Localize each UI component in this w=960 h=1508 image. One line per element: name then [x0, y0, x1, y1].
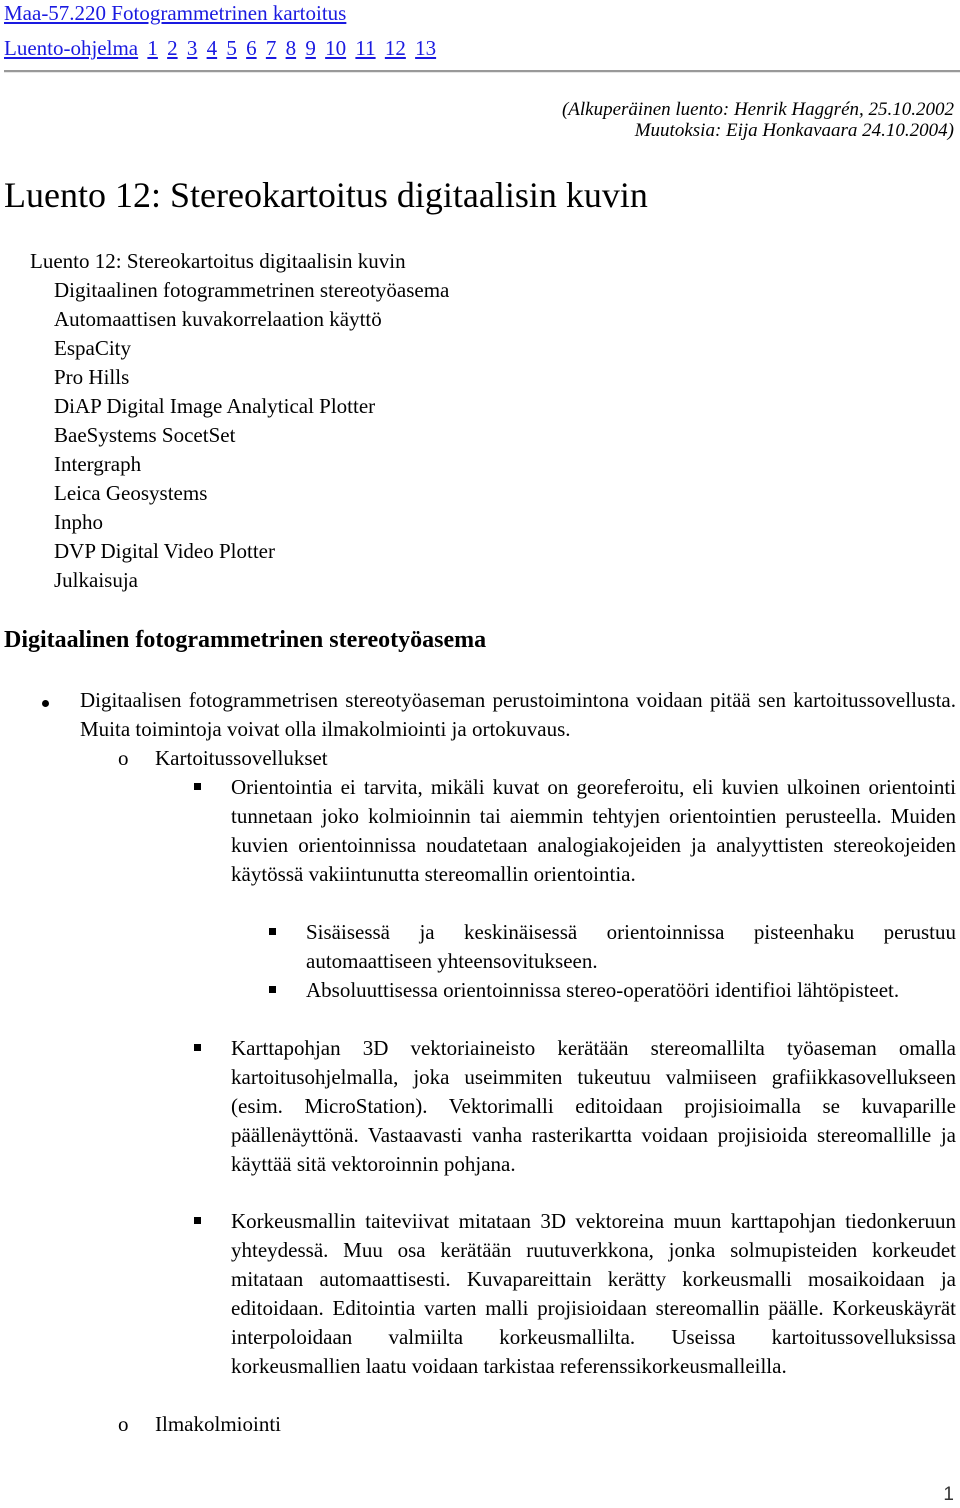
list-item: Orientointia ei tarvita, mikäli kuvat on georeferoitu, eli kuvien ulkoinen orientointi tunnetaan joko kolmioinnin tai aiemmin tehtyjen orientointien perusteella. Muiden kuvien orientoinnissa noudatetaan analogiakojeiden ja analyyttisten stereokojeiden käytössä vakiintunutta stereomallin orientointia.: [231, 775, 956, 886]
lecture-link-2[interactable]: 2: [167, 36, 178, 60]
lecture-link-12[interactable]: 12: [384, 36, 406, 60]
lecture-link-4[interactable]: 4: [206, 36, 218, 60]
square-bullet-icon: [194, 783, 201, 790]
bullet-paragraph: Digitaalisen fotogrammetrisen stereotyöaseman perustoimintona voidaan pitää sen kartoitussovellusta. Muita toimintoja voivat olla ilmakolmiointi ja ortokuvaus.: [80, 688, 956, 741]
sub-item-label: Ilmakolmiointi: [155, 1412, 281, 1436]
toc-entry: Digitaalinen fotogrammetrinen stereotyöasema: [54, 278, 450, 302]
toc-entry: BaeSystems SocetSet: [54, 423, 236, 447]
lecture-link-5[interactable]: 5: [226, 36, 237, 60]
list-item: Absoluuttisessa orientoinnissa stereo-operatööri identifioi lähtöpisteet.: [306, 978, 900, 1002]
bullet-icon: [42, 700, 49, 707]
toc-entry: Julkaisuja: [54, 568, 138, 592]
horizontal-rule: [4, 70, 960, 73]
lecture-link-11[interactable]: 11: [355, 36, 376, 60]
section-heading: Digitaalinen fotogrammetrinen stereotyöasema: [4, 627, 487, 653]
page-number: 1: [943, 1484, 954, 1505]
lecture-link-10[interactable]: 10: [325, 36, 347, 60]
lecture-link-6[interactable]: 6: [246, 36, 257, 60]
course-title-link[interactable]: Maa-57.220 Fotogrammetrinen kartoitus: [4, 1, 347, 25]
lecture-title: Luento 12: Stereokartoitus digitaalisin kuvin: [4, 175, 648, 215]
sub-item-label: Kartoitussovellukset: [155, 746, 328, 770]
lecture-link-7[interactable]: 7: [265, 36, 277, 60]
lecture-link-8[interactable]: 8: [285, 36, 297, 60]
original-lecture-note: (Alkuperäinen luento: Henrik Haggrén, 25.10.2002: [561, 99, 954, 120]
sub-bullet-marker: o: [118, 746, 129, 770]
lecture-program-nav: [4, 35, 440, 61]
toc-entry: Inpho: [54, 510, 103, 534]
lecture-link-13[interactable]: 13: [415, 36, 437, 60]
toc-entry: Leica Geosystems: [54, 481, 208, 505]
sub-bullet-marker: o: [118, 1412, 129, 1436]
square-bullet-icon: [269, 928, 276, 935]
lecture-link-9[interactable]: 9: [305, 36, 316, 60]
list-item: Korkeusmallin taiteviivat mitataan 3D vektoreina muun karttapohjan tiedonkeruun yhteydessä. Muu osa kerätään ruutuverkkona, jonka solmupisteiden korkeudet mitataan automaattisesti. Kuvapareittain kerätty korkeusmalli mosaikoidaan ja editoidaan. Editointia varten malli projisioidaan stereomallin päälle. Korkeuskäyrät interpoloidaan valmiilta korkeusmallilta. Useissa kartoitussovelluksissa korkeusmallien laatu voidaan tarkistaa referenssikorkeusmalleilla.: [231, 1209, 956, 1378]
toc-entry: EspaCity: [54, 336, 131, 360]
lecture-link-1[interactable]: 1: [147, 36, 158, 60]
toc-entry: Intergraph: [54, 452, 142, 476]
toc-main-entry: Luento 12: Stereokartoitus digitaalisin kuvin: [30, 249, 406, 273]
square-bullet-icon: [269, 986, 276, 993]
square-bullet-icon: [194, 1044, 201, 1051]
list-item: Karttapohjan 3D vektoriaineisto kerätään stereomallilta työaseman omalla kartoitusohjelmalla, joka useimmiten tukeutuu valmiiseen grafiikkasovellukseen (esim. MicroStation). Vektorimalli editoidaan projisioimalla se kuvaparille päällenäyttönä. Vastaavasti vanha rasterikartta voidaan projisioida stereomallille ja käyttää sitä vektoroinnin pohjana.: [231, 1036, 956, 1176]
toc-entry: Automaattisen kuvakorrelaation käyttö: [54, 307, 382, 331]
lecture-link-3[interactable]: 3: [186, 36, 198, 60]
list-item: Sisäisessä ja keskinäisessä orientoinnissa pisteenhaku perustuu automaattiseen yhteensovitukseen.: [306, 920, 956, 973]
toc-entry: DiAP Digital Image Analytical Plotter: [54, 394, 376, 418]
toc-entry: DVP Digital Video Plotter: [54, 539, 275, 563]
modifications-note: Muutoksia: Eija Honkavaara 24.10.2004): [634, 120, 954, 141]
square-bullet-icon: [194, 1217, 201, 1224]
toc-entry: Pro Hills: [54, 365, 130, 389]
lecture-program-link[interactable]: Luento-ohjelma: [4, 36, 139, 60]
